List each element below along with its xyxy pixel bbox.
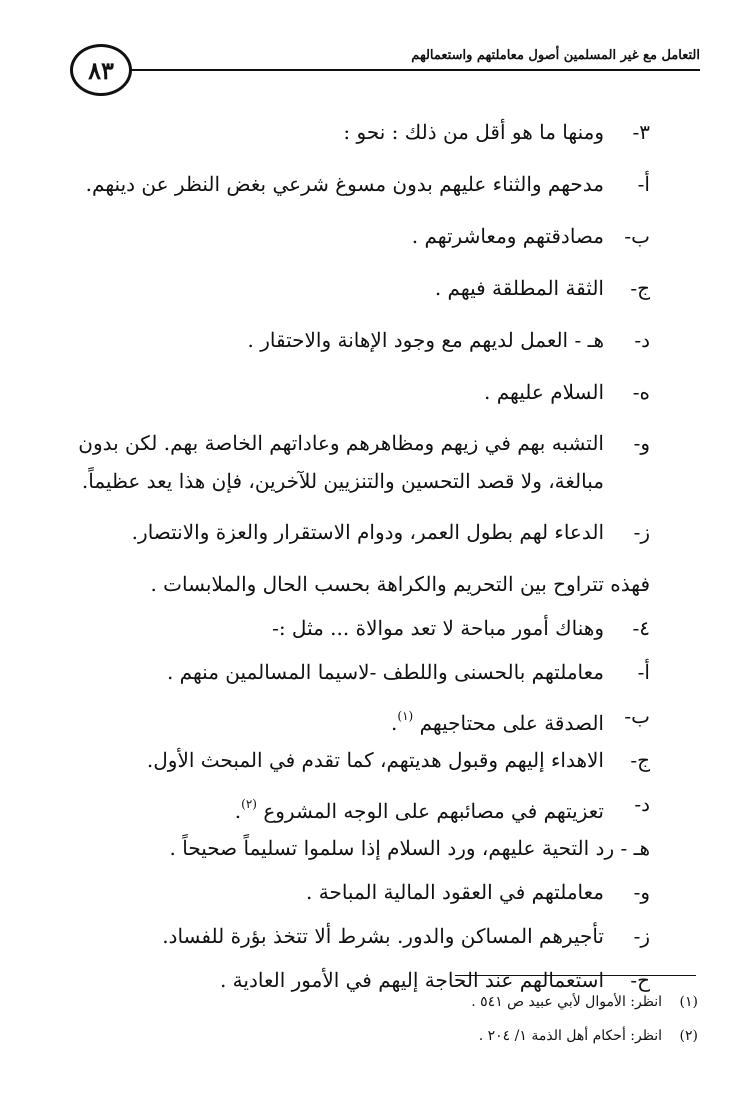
item-tail: . bbox=[391, 711, 398, 735]
item-marker: و- bbox=[633, 880, 650, 904]
footnote-text: انظر: أحكام أهل الذمة ١/ ٢٠٤ . bbox=[478, 1028, 662, 1044]
list-item bbox=[70, 164, 650, 204]
footnote bbox=[98, 1019, 698, 1053]
item-marker: ه- bbox=[632, 380, 650, 404]
footnote-ref[interactable]: (١) bbox=[397, 709, 414, 723]
list-item bbox=[70, 216, 650, 256]
list-item bbox=[70, 696, 650, 736]
list-item bbox=[70, 268, 650, 308]
item-marker: أ- bbox=[637, 660, 650, 684]
list-item bbox=[70, 916, 650, 956]
list-item bbox=[70, 424, 650, 500]
item-marker: ز- bbox=[633, 520, 650, 544]
footnote-number: (١) bbox=[679, 994, 698, 1010]
item-text: التشبه بهم في زيهم ومظاهرهم وعاداتهم الخاصة بهم. لكن بدون مبالغة، ولا قصد التحسين والتنزيين للآخرين، فإن هذا يعد عظيماً. bbox=[78, 431, 604, 493]
page-header bbox=[70, 44, 700, 102]
page-number-badge bbox=[70, 44, 132, 96]
footnote-ref[interactable]: (٢) bbox=[241, 797, 257, 811]
page-number: ٨٣ bbox=[88, 55, 114, 85]
list-item bbox=[70, 740, 650, 780]
item-text: هـ - العمل لديهم مع وجود الإهانة والاحتقار . bbox=[247, 328, 604, 352]
item-marker: و- bbox=[633, 431, 650, 455]
list-item bbox=[70, 828, 650, 868]
footnotes bbox=[98, 985, 698, 1053]
item-marker: د- bbox=[634, 328, 650, 352]
item-text: وهناك أمور مباحة لا تعد موالاة ... مثل :- bbox=[272, 616, 604, 640]
footnote bbox=[98, 985, 698, 1019]
item-text: معاملتهم في العقود المالية المباحة . bbox=[306, 880, 604, 904]
item-text: الاهداء إليهم وقبول هديتهم، كما تقدم في المبحث الأول. bbox=[146, 748, 604, 772]
list-item bbox=[70, 372, 650, 412]
running-title: التعامل مع غير المسلمين أصول معاملتهم واستعمالهم bbox=[411, 48, 700, 63]
item-text: الدعاء لهم بطول العمر، ودوام الاستقرار والعزة والانتصار. bbox=[131, 520, 604, 544]
item-text: السلام عليهم . bbox=[484, 380, 604, 404]
page-body bbox=[70, 112, 650, 1004]
footnote-number: (٢) bbox=[679, 1028, 698, 1044]
item-text: استعمالهم عند الحاجة إليهم في الأمور العادية . bbox=[219, 968, 604, 992]
footnote-text: انظر: الأموال لأبي عبيد ص ٥٤١ . bbox=[471, 994, 662, 1010]
item-marker: د- bbox=[634, 792, 650, 816]
item-marker: ٣- bbox=[632, 120, 650, 144]
list-item bbox=[70, 608, 650, 648]
item-text: تأجيرهم المساكن والدور. بشرط ألا تتخذ بؤرة للفساد. bbox=[162, 924, 604, 948]
item-text: مدحهم والثناء عليهم بدون مسوغ شرعي بغض النظر عن دينهم. bbox=[85, 172, 604, 196]
item-marker: ٤- bbox=[632, 616, 650, 640]
item-text: معاملتهم بالحسنى واللطف -لاسيما المسالمين منهم . bbox=[166, 660, 604, 684]
item-marker: ب- bbox=[624, 704, 650, 728]
list-item bbox=[70, 872, 650, 912]
item-marker: ز- bbox=[633, 924, 650, 948]
list-item bbox=[70, 112, 650, 152]
list-item bbox=[70, 512, 650, 552]
item-marker: ج- bbox=[630, 276, 650, 300]
item-text: الصدقة على محتاجيهم bbox=[419, 711, 604, 735]
item-marker: ح- bbox=[630, 968, 650, 992]
item-marker: ب- bbox=[624, 224, 650, 248]
list-item bbox=[70, 320, 650, 360]
item-text: ومنها ما هو أقل من ذلك : نحو : bbox=[343, 120, 604, 144]
item-text: الثقة المطلقة فيهم . bbox=[434, 276, 604, 300]
item-text: هـ - رد التحية عليهم، ورد السلام إذا سلموا تسليماً صحيحاً . bbox=[169, 836, 650, 860]
footnote-separator bbox=[455, 975, 696, 976]
item-marker: أ- bbox=[637, 172, 650, 196]
header-rule bbox=[130, 69, 700, 71]
item-tail: . bbox=[234, 799, 242, 823]
item-marker: ج- bbox=[630, 748, 650, 772]
list-item bbox=[70, 784, 650, 824]
item-text: مصادقتهم ومعاشرتهم . bbox=[411, 224, 604, 248]
item-text: تعزيتهم في مصائبهم على الوجه المشروع bbox=[263, 799, 604, 823]
list-item bbox=[70, 652, 650, 692]
summary-paragraph: فهذه تتراوح بين التحريم والكراهة بحسب الحال والملابسات . bbox=[150, 572, 650, 596]
